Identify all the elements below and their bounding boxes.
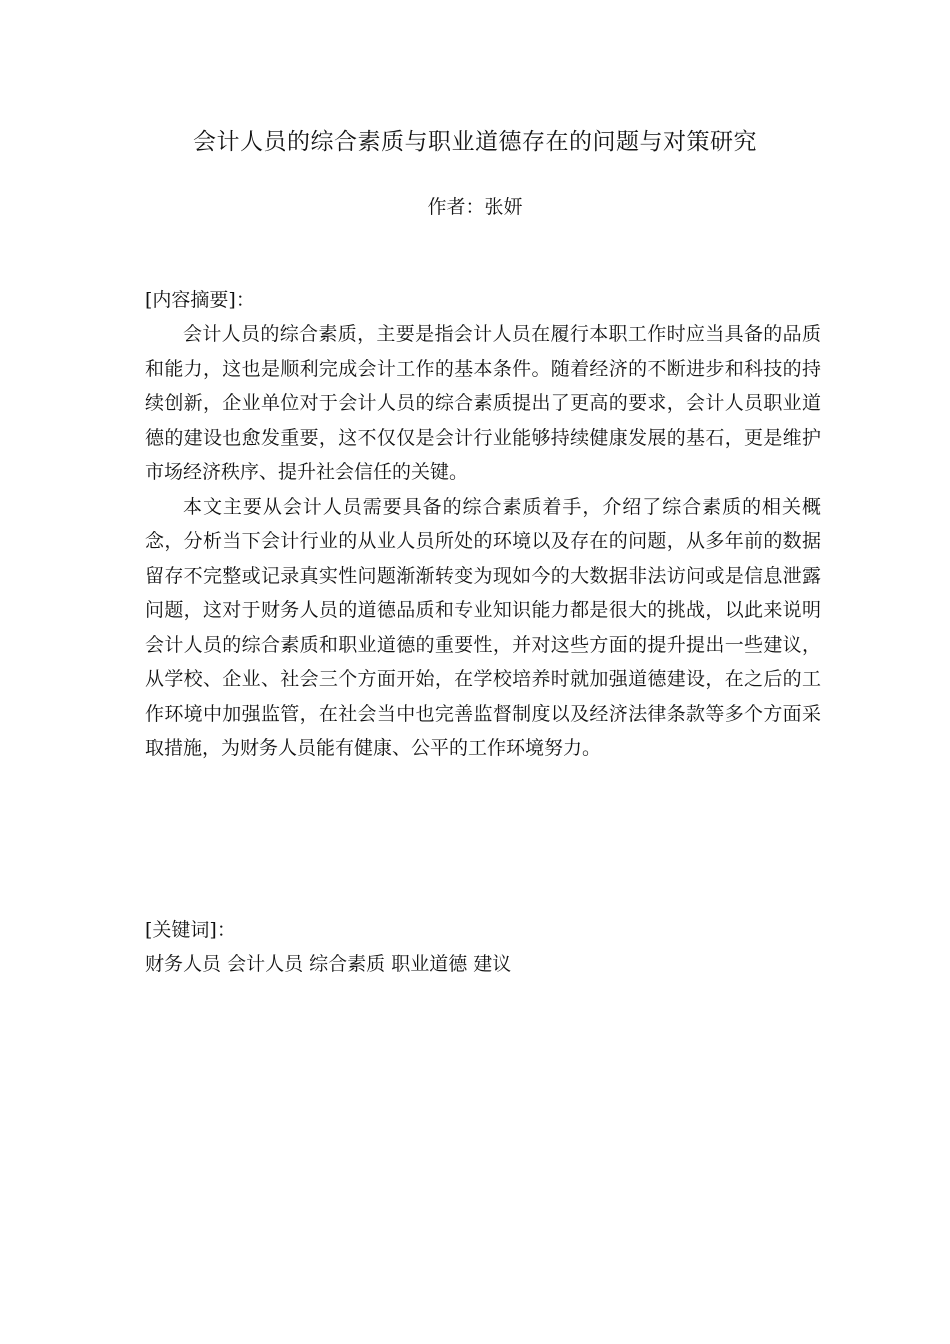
keywords-section bbox=[145, 913, 821, 981]
paper-author: 作者：张妍 bbox=[427, 196, 523, 218]
paper-title: 会计人员的综合素质与职业道德存在的问题与对策研究 bbox=[193, 129, 757, 155]
keyword-item: 职业道德 bbox=[391, 953, 468, 975]
abstract-paragraph-2: 本文主要从会计人员需要具备的综合素质着手，介绍了综合素质的相关概念，分析当下会计行业的从业人员所处的环境以及存在的问题，从多年前的数据留存不完整或记录真实性问题渐渐转变为现如今的大数据非法访问或是信息泄露问题，这对于财务人员的道德品质和专业知识能力都是很大的挑战，以此来说明会计人员的综合素质和职业道德的重要性，并对这些方面的提升提出一些建议，从学校、企业、社会三个方面开始，在学校培养时就加强道德建设，在之后的工作环境中加强监管，在社会当中也完善监督制度以及经济法律条款等多个方面采取措施，为财务人员能有健康、公平的工作环境努力。 bbox=[145, 495, 821, 759]
keyword-item: 财务人员 bbox=[145, 953, 222, 975]
keyword-item: 建议 bbox=[473, 953, 512, 975]
keyword-item: 会计人员 bbox=[227, 953, 304, 975]
abstract-heading: [内容摘要]： bbox=[145, 289, 255, 311]
abstract-section bbox=[145, 283, 821, 766]
keyword-item: 综合素质 bbox=[309, 953, 386, 975]
keywords-heading: [关键词]： bbox=[145, 919, 236, 941]
abstract-paragraph-1: 会计人员的综合素质，主要是指会计人员在履行本职工作时应当具备的品质和能力，这也是顺利完成会计工作的基本条件。随着经济的不断进步和科技的持续创新，企业单位对于会计人员的综合素质提出了更高的要求，会计人员职业道德的建设也愈发重要，这不仅仅是会计行业能够持续健康发展的基石，更是维护市场经济秩序、提升社会信任的关键。 bbox=[145, 323, 821, 483]
keywords-list bbox=[145, 947, 821, 981]
